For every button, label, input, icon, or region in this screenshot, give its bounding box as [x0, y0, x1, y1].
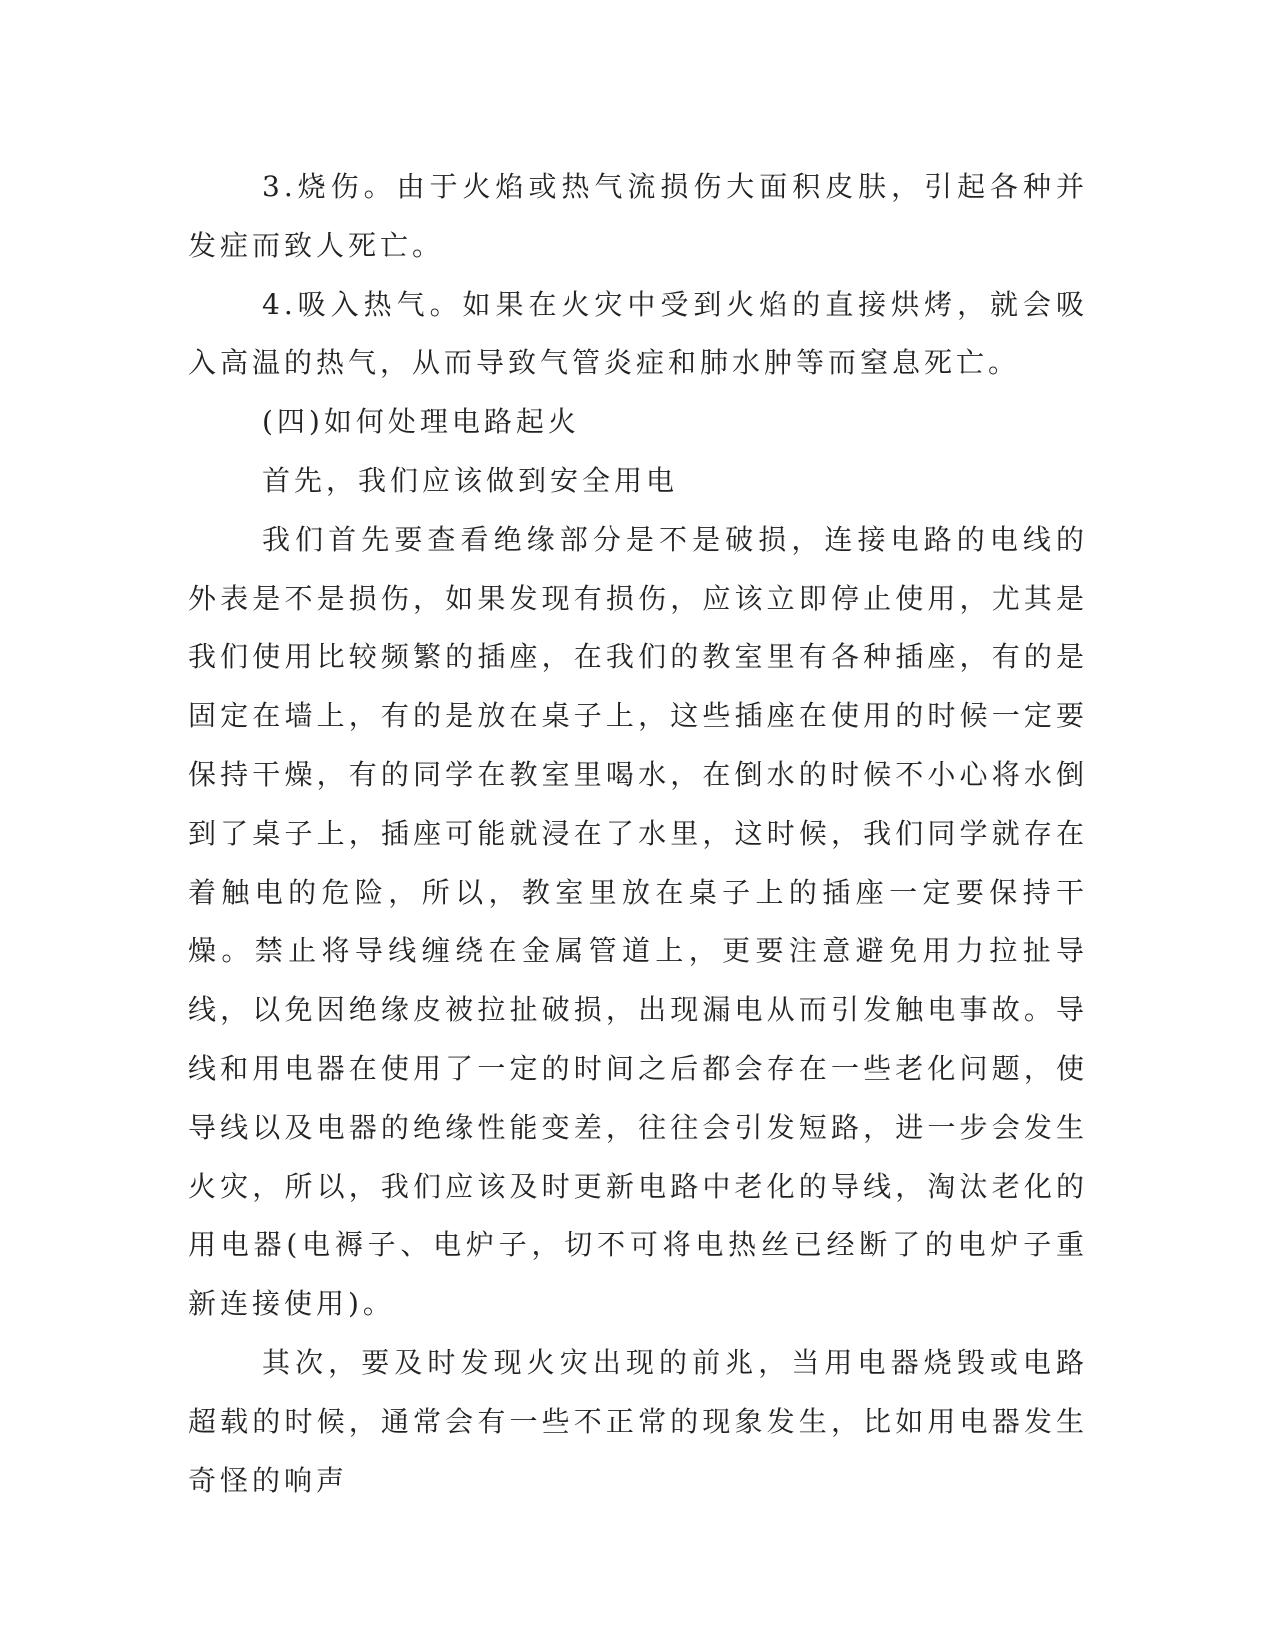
paragraph-second-fire-signs: 其次，要及时发现火灾出现的前兆，当用电器烧毁或电路超载的时候，通常会有一些不正常的现象发生，比如用电器发生奇怪的响声 — [188, 1345, 1088, 1497]
section-heading: (四)如何处理电路起火 — [262, 405, 580, 439]
paragraph-hot-air-inhalation: 4.吸入热气。如果在火灾中受到火焰的直接烘烤，就会吸入高温的热气，从而导致气管炎症和肺水肿等而窒息死亡。 — [188, 287, 1088, 380]
body-text — [188, 158, 1088, 1510]
paragraph-insulation-check: 我们首先要查看绝缘部分是不是破损，连接电路的电线的外表是不是损伤，如果发现有损伤，应该立即停止使用，尤其是我们使用比较频繁的插座，在我们的教室里有各种插座，有的是固定在墙上，有的是放在桌子上，这些插座在使用的时候一定要保持干燥，有的同学在教室里喝水，在倒水的时候不小心将水倒到了桌子上，插座可能就浸在了水里，这时候，我们同学就存在着触电的危险，所以，教室里放在桌子上的插座一定要保持干燥。禁止将导线缠绕在金属管道上，更要注意避免用力拉扯导线，以免因绝缘皮被拉扯破损，出现漏电从而引发触电事故。导线和用电器在使用了一定的时间之后都会存在一些老化问题，使导线以及电器的绝缘性能变差，往往会引发短路，进一步会发生火灾，所以，我们应该及时更新电路中老化的导线，淘汰老化的用电器(电褥子、电炉子，切不可将电热丝已经断了的电炉子重新连接使用)。 — [188, 522, 1088, 1321]
paragraph-burns: 3.烧伤。由于火焰或热气流损伤大面积皮肤，引起各种并发症而致人死亡。 — [188, 170, 1088, 262]
paragraph-first-safe-electricity: 首先，我们应该做到安全用电 — [262, 463, 679, 497]
